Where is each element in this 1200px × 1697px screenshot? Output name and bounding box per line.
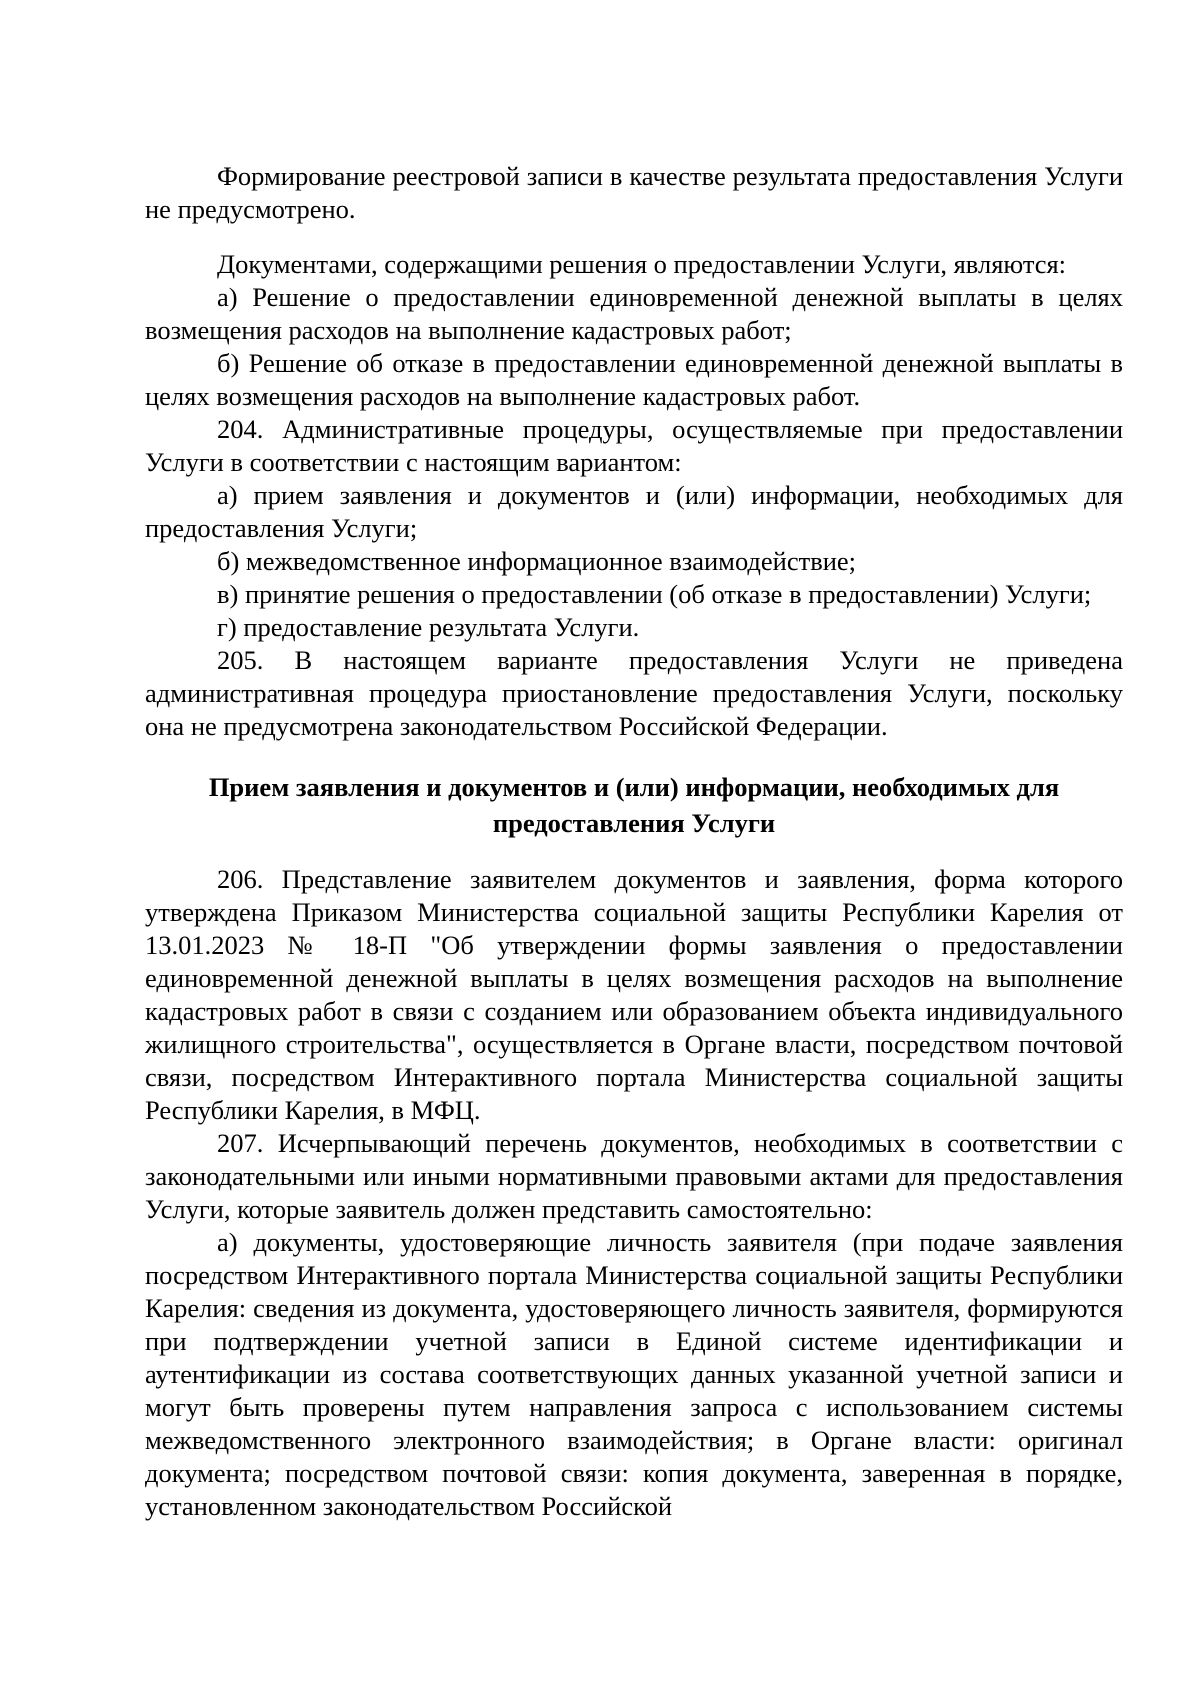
list-item-g-result: г) предоставление результата Услуги. [217,612,640,642]
paragraph-decision-documents: Документами, содержащими решения о предоставлении Услуги, являются: [217,249,1067,279]
paragraph-registry-record: Формирование реестровой записи в качестве результата предоставления Услуги не предусмотрено. [145,161,1123,224]
paragraph-206: 206. Представление заявителем документов и заявления, форма которого утверждена Приказом Министерства социальной защиты Республики Карелия от 13.01.2023 № 18-П "Об утверждении формы заявления о предоставлении единовременной денежной выплаты в целях возмещения расходов на выполнение кадастровых работ в связи с созданием или образованием объекта индивидуального жилищного строительства", осуществляется в Органе власти, посредством почтовой связи, посредством Интерактивного портала Министерства социальной защиты Республики Карелия, в МФЦ. [145,864,1123,1125]
list-item-b-interagency: б) межведомственное информационное взаимодействие; [217,546,857,576]
list-item-a-identity-documents: а) документы, удостоверяющие личность заявителя (при подаче заявления посредством Интерактивного портала Министерства социальной защиты Республики Карелия: сведения из документа, удостоверяющего личность заявителя, формируются при подтверждении учетной записи в Единой системе идентификации и аутентификации из состава соответствующих данных указанной учетной записи и могут быть проверены путем направления запроса с использованием системы межведомственного электронного взаимодействия; в Органе власти: оригинал документа; посредством почтовой связи: копия документа, заверенная в порядке, установленном законодательством Российской [145,1227,1123,1521]
list-item-v-decision: в) принятие решения о предоставлении (об отказе в предоставлении) Услуги; [217,579,1092,609]
paragraph-207: 207. Исчерпывающий перечень документов, необходимых в соответствии с законодательными или иными нормативными правовыми актами для предоставления Услуги, которые заявитель должен представить самостоятельно: [145,1128,1123,1224]
section-heading: Прием заявления и документов и (или) информации, необходимых для предоставления Услуги [208,772,1060,838]
list-item-b-decision-refusal: б) Решение об отказе в предоставлении единовременной денежной выплаты в целях возмещения расходов на выполнение кадастровых работ. [145,348,1123,411]
document-body [145,160,1123,1523]
paragraph-205: 205. В настоящем варианте предоставления Услуги не приведена административная процедура приостановление предоставления Услуги, поскольку она не предусмотрена законодательством Российской Федерации. [145,645,1123,741]
list-item-a-decision-grant: а) Решение о предоставлении единовременной денежной выплаты в целях возмещения расходов на выполнение кадастровых работ; [145,282,1123,345]
list-item-a-application-intake: а) прием заявления и документов и (или) информации, необходимых для предоставления Услуги; [145,480,1123,543]
paragraph-204: 204. Административные процедуры, осуществляемые при предоставлении Услуги в соответствии с настоящим вариантом: [145,414,1123,477]
